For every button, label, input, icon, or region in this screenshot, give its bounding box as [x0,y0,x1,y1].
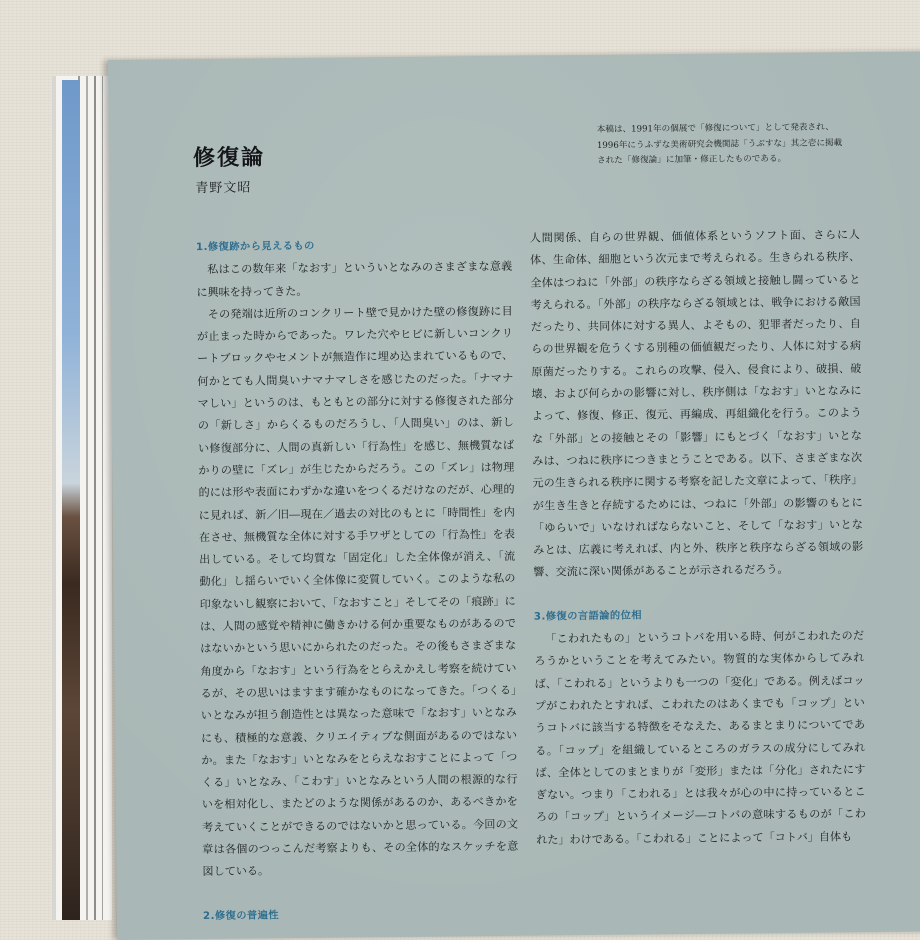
paragraph: 「こわれたもの」というコトバを用いる時、何がこわれたのだろうかということを考えてみたい。物質的な実体からしてみれば、「こわれる」というよりも一つの「変化」である。例えばコップがこわれたとすれば、こわれたのはあくまでも「コップ」というコトバに該当する特徴をそなえた、あるまとまりについてである。「コップ」を組織しているところのガラスの成分にしてみれば、全体としてのまとまりが「変形」または「分化」されたにすぎない。つまり「こわれる」とは我々が心の中に持っているところの「コップ」というイメージ―コトバの意味するものが「こわれた」わけである。「こわれる」ことによって「コトバ」自体も [534,629,867,847]
right-column [530,224,867,851]
paragraph: 人間関係、自らの世界観、価値体系というソフト面、さらに人体、生命体、細胞という次元まで考えられる。生きられる秩序、全体はつねに「外部」の秩序ならざる領域と接触し闘っていると考えられる。「外部」の秩序ならざる領域とは、戦争における敵国だったり、共同体に対する異人、よそもの、犯罪者だったり、自らの世界観を危うくする別種の価値観だったり、人体に対する病原菌だったりする。これらの攻撃、侵入、侵食により、破損、破壊、および何らかの影響に対し、秩序側は「なおす」いとなみによって、修復、修正、復元、再編成、再組織化を行う。このような「外部」との接触とその「影響」にもとづく「なおす」いとなみは、つねに秩序につきまとうことである。以下、さまざまな次元の生きられる秩序に関する考察を記した文章によって、「秩序」が生き生きと存続するためには、つねに「外部」の影響のもとに「ゆらいで」いなければならないこと、そして「なおす」いとなみとは、広義に考えれば、内と外、秩序と秩序ならざる領域の影響、交流に深い関係があることが示されるだろう。 [529,228,864,580]
previous-page-photo-edge [62,80,80,920]
article-title: 修復論 [192,144,266,172]
publication-note: 本稿は、1991年の個展で「修復について」として発表され、1996年にうふずな美術研究会機関誌「うぶすな」其之壱に掲載された「修復論」に加筆・修正したものである。 [596,122,843,166]
section-heading-1: 1.修復跡から見えるもの [195,240,315,254]
left-column [196,234,519,928]
paragraph: その発端は近所のコンクリート壁で見かけた壁の修復跡に目が止まった時からであった。ワレた穴やヒビに新しいコンクリートブロックやセメントが無造作に埋め込まれているもので、何かとても人間臭いナマナマしさを感じたのだった。「ナマナマしい」というのは、もともとの部分に対する修復された部分の「新しさ」からくるものだろうし、「人間臭い」のは、新しい修復部分に、人間の真新しい「行為性」を感じ、無機質なばかりの壁に「ズレ」が生じたからだろう。この「ズレ」は物理的には形や表面にわずかな違いをつくるだけなのだが、心理的に見れば、新／旧―現在／過去の対比のもとに「時間性」を内在させ、無機質な全体に対する手ワザとしての「行為性」を表出している。そして均質な「固定化」した全体像が消え、「流動化」し揺らいでいく全体像に変質していく。このような私の印象ないし観察において、「なおすこと」そしてその「痕跡」には、人間の感覚や精神に働きかける何か重要なものがあるのではないかという思いにかられたのだった。その後もさまざまな角度から「なおす」という行為をとらえかえし考察を続けているが、その思いはますます確かなものになってきた。「つくる」いとなみが担う創造性とは異なった意味で「なおす」いとなみにも、積極的な意義、クリエイティブな側面があるのではないか。また「なおす」いとなみをとらえなおすことによって「つくる」いとなみ、「こわす」いとなみという人間の根源的な行いを相対化し、またどのような関係があるのか、あるべきかを考えていくことができるのではないかと思っている。今回の文章は各個のつっこんだ考察よりも、その全体的なスケッチを意図している。 [196,304,519,879]
section-heading-2: 2.修復の普遍性 [202,909,280,922]
book-page [108,51,920,940]
article-author: 青野文昭 [195,180,252,197]
paragraph: 私はこの数年来「なおす」といういとなみのさまざまな意義に興味を持ってきた。 [196,260,513,299]
section-heading-3: 3.修復の言語論的位相 [533,610,643,623]
book-page-edges [52,76,112,920]
